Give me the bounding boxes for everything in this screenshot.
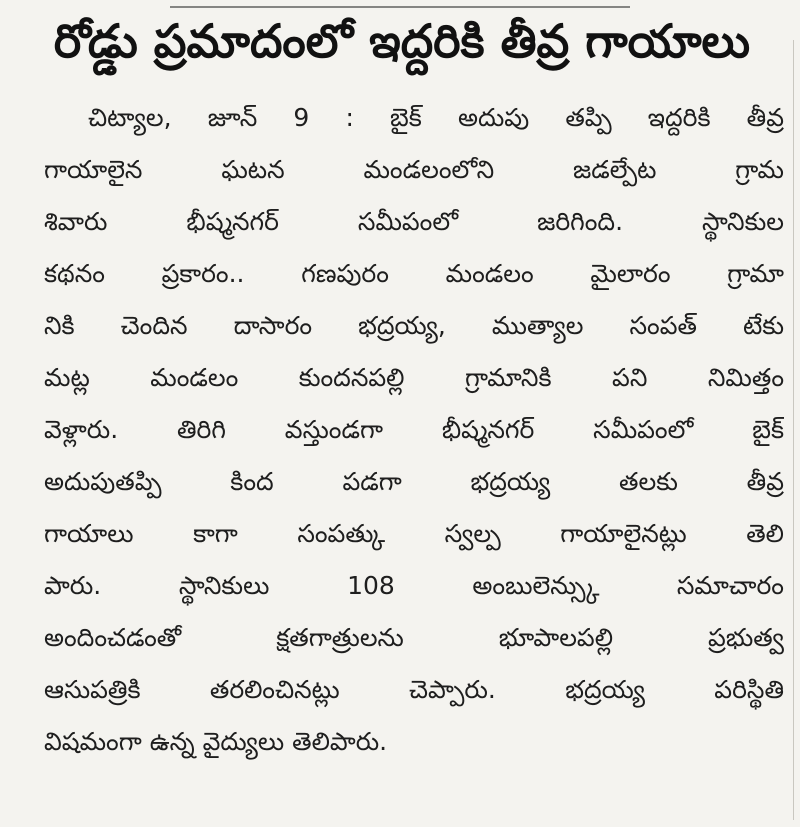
article-headline: రోడ్డు ప్రమాదంలో ఇద్దరికి తీవ్ర గాయాలు (53, 14, 751, 68)
article-body (44, 92, 784, 768)
article-line: చిట్యాల, జూన్ 9 : బైక్ అదుపు తప్పి ఇద్దరికి తీవ్ర (88, 103, 784, 132)
article-line: గాయాలైన ఘటన మండలంలోని జడల్పేట గ్రామ (44, 155, 784, 184)
clipped-previous-line (170, 0, 630, 8)
article-line: అదుపుతప్పి కింద పడగా భద్రయ్య తలకు తీవ్ర (44, 467, 784, 496)
article-line: విషమంగా ఉన్న వైద్యులు తెలిపారు. (44, 727, 388, 756)
article-line: శివారు భీష్మనగర్ సమీపంలో జరిగింది. స్థానికుల (44, 207, 784, 236)
article-line: ఆసుపత్రికి తరలించినట్లు చెప్పారు. భద్రయ్య పరిస్థితి (44, 675, 784, 704)
article-line: కథనం ప్రకారం.. గణపురం మండలం మైలారం గ్రామా (44, 259, 784, 288)
article-line: వెళ్లారు. తిరిగి వస్తుండగా భీష్మనగర్ సమీపంలో బైక్ (44, 415, 784, 444)
article-line: అందించడంతో క్షతగాత్రులను భూపాలపల్లి ప్రభుత్వ (44, 623, 784, 652)
column-divider (793, 40, 794, 820)
article-line: నికి చెందిన దాసారం భద్రయ్య, ముత్యాల సంపత్ టేకు (44, 311, 784, 340)
article-line: గాయాలు కాగా సంపత్కు స్వల్ప గాయాలైనట్లు తెలి (44, 519, 784, 548)
article-line: మట్ల మండలం కుందనపల్లి గ్రామానికి పని నిమిత్తం (44, 363, 784, 392)
article-line: పారు. స్థానికులు 108 అంబులెన్స్కు సమాచారం (44, 571, 784, 600)
